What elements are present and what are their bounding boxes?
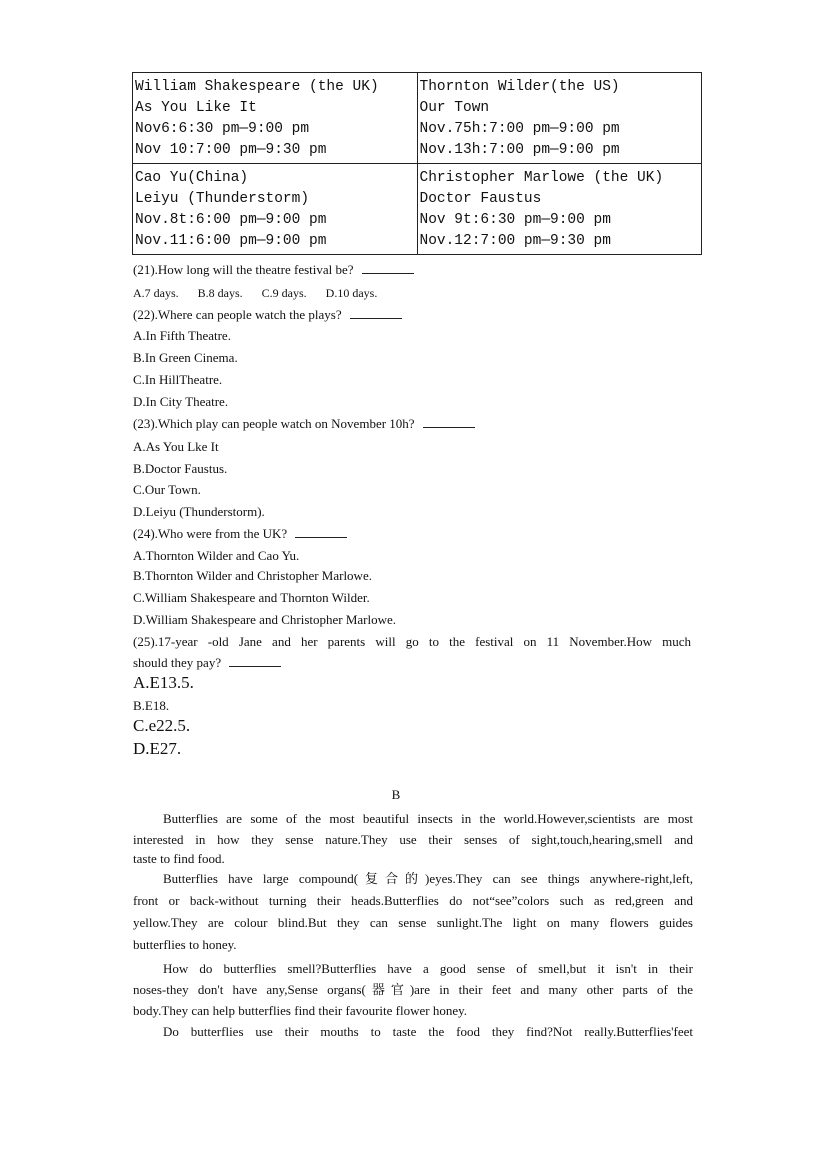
question-24-stem: (24).Who were from the UK? xyxy=(133,526,703,542)
author-name: William Shakespeare (the UK) xyxy=(135,79,379,95)
option-d: D.William Shakespeare and Christopher Marlowe. xyxy=(133,612,397,627)
option-c: C.In HillTheatre. xyxy=(133,372,223,387)
paragraph-2 xyxy=(133,868,693,956)
schedule-cell-wilder xyxy=(417,73,702,164)
schedule-cell-shakespeare xyxy=(133,73,418,164)
option-c: C.9 days. xyxy=(261,286,307,300)
author-name: Thornton Wilder(the US) xyxy=(419,79,620,95)
question-25-stem: (25).17-year -old Jane and her parents will go to the festival on 11 November.How much xyxy=(133,634,691,649)
option-b: B.E18. xyxy=(133,698,170,713)
answer-blank xyxy=(229,655,281,667)
question-25-stem-continued: should they pay? xyxy=(133,655,703,671)
table-row xyxy=(133,73,702,164)
option-a: A.E13.5. xyxy=(133,673,194,692)
text-line: taste to find food. xyxy=(133,851,225,866)
showtime: Nov.11:6:00 pm—9:00 pm xyxy=(135,233,327,249)
showtime: Nov.75h:7:00 pm—9:00 pm xyxy=(419,121,620,137)
showtime: Nov.13h:7:00 pm—9:00 pm xyxy=(419,142,620,158)
option-a: A.As You Lke It xyxy=(133,439,219,454)
table-row xyxy=(133,164,702,255)
text-line: butterflies to honey. xyxy=(133,937,237,952)
question-21-stem: (21).How long will the theatre festival be? xyxy=(133,262,703,278)
option-d: D.Leiyu (Thunderstorm). xyxy=(133,504,265,519)
option-d: D.E27. xyxy=(133,739,182,758)
option-a: A.In Fifth Theatre. xyxy=(133,328,231,343)
paragraph-3 xyxy=(133,958,693,1021)
answer-blank xyxy=(295,526,347,538)
text-line: noses-they don't have any,Sense organs(器官)are in their feet and many other parts of the xyxy=(133,982,693,997)
option-b: B.Doctor Faustus. xyxy=(133,461,228,476)
answer-blank xyxy=(423,416,475,428)
showtime: Nov 9t:6:30 pm—9:00 pm xyxy=(419,212,611,228)
paragraph-1 xyxy=(133,808,693,867)
text-line: yellow.They are colour blind.But they can sense sunlight.The light on many flowers guides xyxy=(133,915,693,930)
schedule-cell-marlowe xyxy=(417,164,702,255)
answer-blank xyxy=(350,307,402,319)
showtime: Nov.8t:6:00 pm—9:00 pm xyxy=(135,212,327,228)
play-title: Doctor Faustus xyxy=(419,191,542,207)
text-line: interested in how they sense nature.They use their senses of sight,touch,hearing,smell and xyxy=(133,832,693,847)
paragraph-4 xyxy=(133,1021,693,1042)
question-21-options xyxy=(133,285,703,301)
text-line: Do butterflies use their mouths to taste the food they find?Not really.Butterflies'feet xyxy=(163,1024,693,1039)
option-b: B.Thornton Wilder and Christopher Marlowe. xyxy=(133,568,372,583)
option-a: A.7 days. xyxy=(133,286,179,300)
showtime: Nov.12:7:00 pm—9:30 pm xyxy=(419,233,611,249)
text-line: front or back-without turning their heads.Butterflies do not“see”colors such as red,green and xyxy=(133,893,693,908)
play-title: Our Town xyxy=(419,100,490,116)
answer-blank xyxy=(362,262,414,274)
showtime: Nov 10:7:00 pm—9:30 pm xyxy=(135,142,327,158)
question-23-stem: (23).Which play can people watch on November 10h? xyxy=(133,416,703,432)
option-d: D.10 days. xyxy=(325,286,378,300)
text-line: Butterflies have large compound(复合的)eyes.They can see things anywhere-right,left, xyxy=(163,871,693,886)
schedule-cell-caoyu xyxy=(133,164,418,255)
author-name: Cao Yu(China) xyxy=(135,170,249,186)
showtime: Nov6:6:30 pm—9:00 pm xyxy=(135,121,310,137)
section-title: B xyxy=(391,787,401,802)
text-line: Butterflies are some of the most beautiful insects in the world.However,scientists are most xyxy=(163,811,693,826)
play-title: Leiyu (Thunderstorm) xyxy=(135,191,310,207)
schedule-table xyxy=(132,72,702,255)
author-name: Christopher Marlowe (the UK) xyxy=(419,170,664,186)
option-c: C.Our Town. xyxy=(133,482,201,497)
option-d: D.In City Theatre. xyxy=(133,394,229,409)
question-22-stem: (22).Where can people watch the plays? xyxy=(133,307,703,323)
text-line: How do butterflies smell?Butterflies have a good sense of smell,but it isn't in their xyxy=(163,961,693,976)
option-b: B.8 days. xyxy=(197,286,243,300)
option-c: C.William Shakespeare and Thornton Wilder. xyxy=(133,590,370,605)
option-a: A.Thornton Wilder and Cao Yu. xyxy=(133,548,300,563)
play-title: As You Like It xyxy=(135,100,257,116)
option-c: C.e22.5. xyxy=(133,716,191,735)
text-line: body.They can help butterflies find their favourite flower honey. xyxy=(133,1003,468,1018)
option-b: B.In Green Cinema. xyxy=(133,350,238,365)
